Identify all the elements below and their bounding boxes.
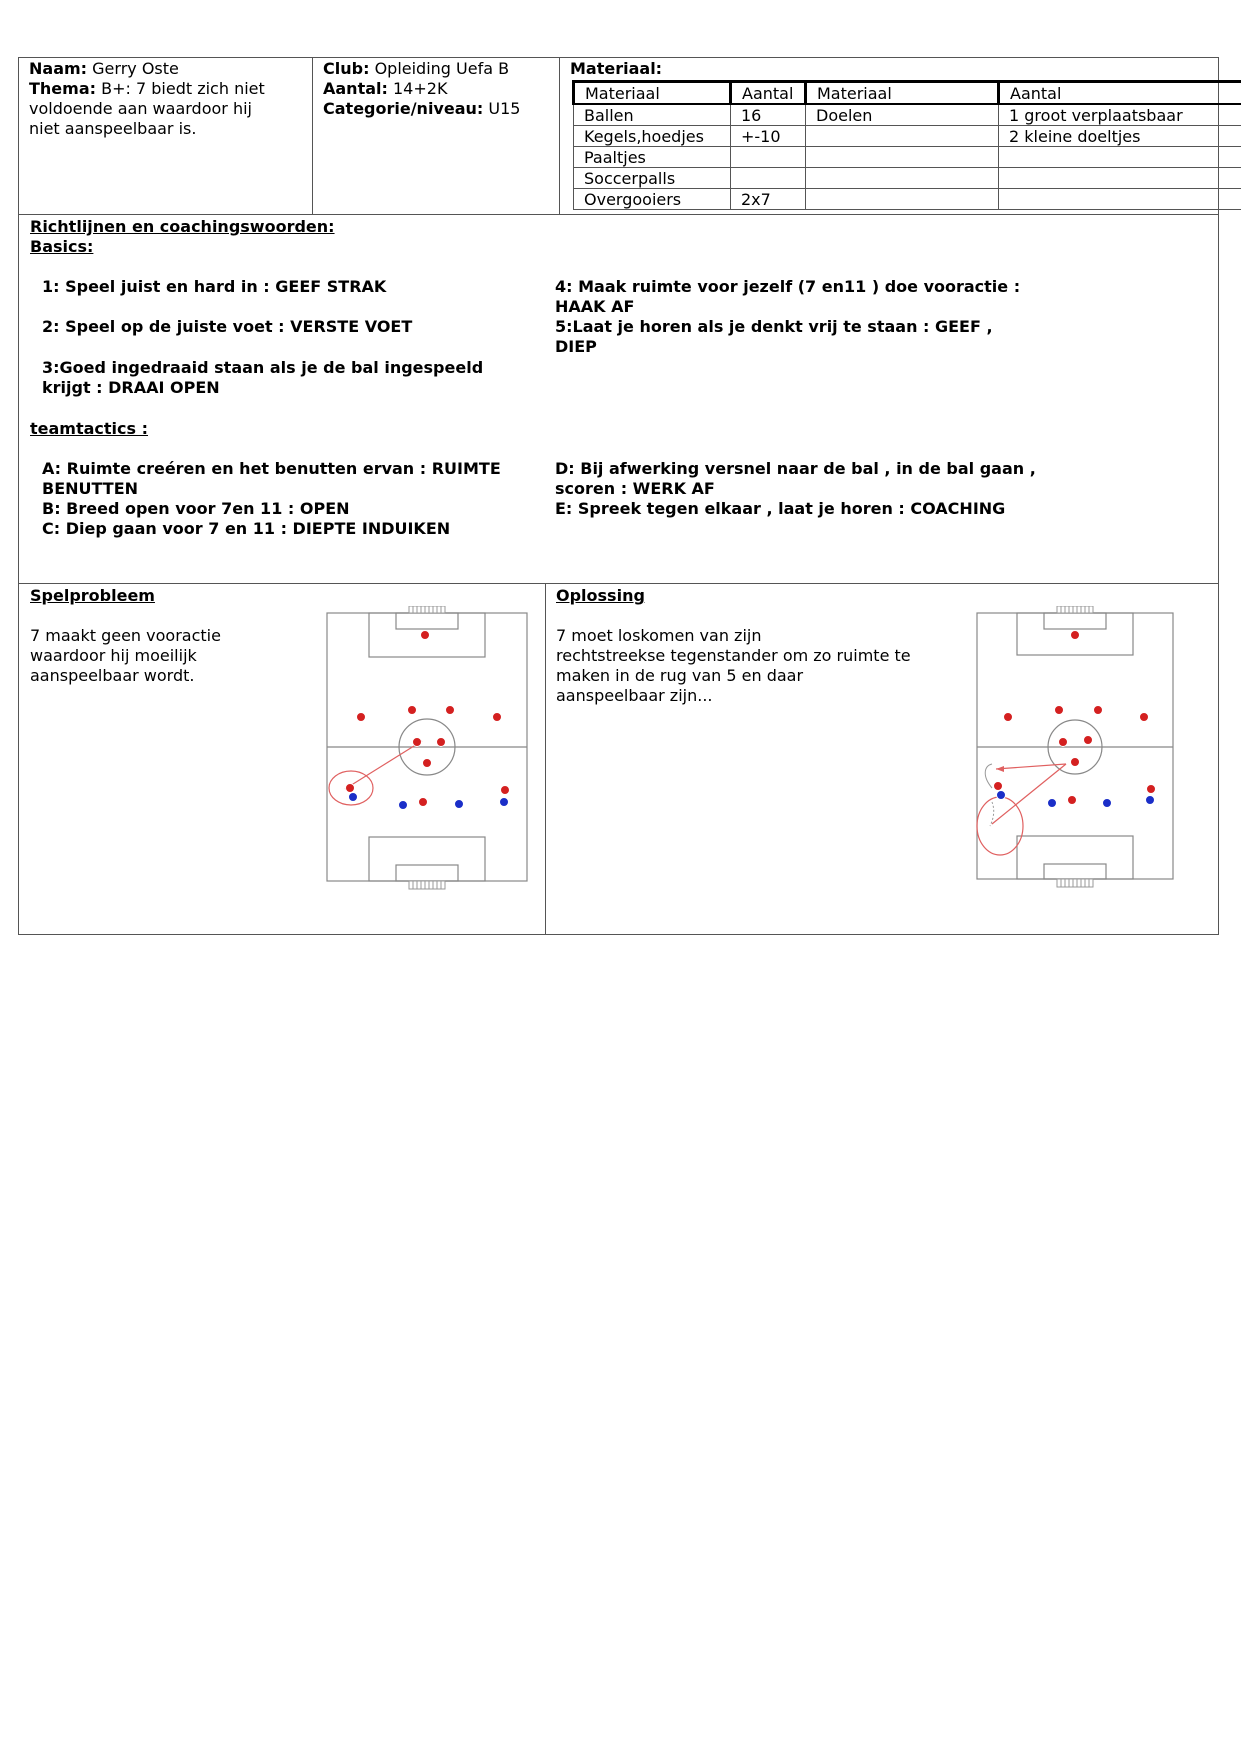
- thema-value-line3: niet aanspeelbaar is.: [29, 119, 197, 138]
- table-cell: 16: [731, 104, 806, 126]
- club-label: Club:: [323, 59, 370, 78]
- tactic-b: B: Breed open voor 7en 11 : OPEN: [42, 499, 350, 518]
- tactic-e: E: Spreek tegen elkaar , laat je horen : COACHING: [555, 499, 1006, 518]
- table-cell: Overgooiers: [574, 189, 731, 210]
- materials-table: [572, 80, 1241, 210]
- problem-block: [30, 586, 221, 686]
- run-path: [985, 764, 992, 788]
- table-cell: [806, 147, 999, 168]
- tactic-a-line2: BENUTTEN: [42, 479, 139, 498]
- table-cell: [806, 126, 999, 147]
- categorie-value: U15: [488, 99, 521, 118]
- materials-cell: [560, 58, 1218, 214]
- tactic-a-line1: A: Ruimte creéren en het benutten ervan : RUIMTE: [42, 459, 501, 478]
- basic-1: 1: Speel juist en hard in : GEEF STRAK: [42, 277, 387, 296]
- table-cell: [806, 168, 999, 189]
- problem-line3: aanspeelbaar wordt.: [30, 666, 195, 685]
- materials-col-header: Aantal: [999, 82, 1241, 105]
- basic-5-line1: 5:Laat je horen als je denkt vrij te staan : GEEF ,: [555, 317, 993, 336]
- table-row: [574, 168, 1241, 189]
- table-cell: 1 groot verplaatsbaar: [999, 104, 1241, 126]
- table-cell: Ballen: [574, 104, 731, 126]
- solution-pitch-diagram: [974, 606, 1180, 908]
- materials-col-header: Materiaal: [574, 82, 731, 105]
- table-cell: [999, 147, 1241, 168]
- basics-title: Basics:: [30, 237, 94, 256]
- solution-block: [556, 586, 911, 706]
- session-sheet: [18, 57, 1219, 935]
- table-cell: [806, 189, 999, 210]
- basic-3-line2: krijgt : DRAAI OPEN: [42, 378, 220, 397]
- header-row: [18, 57, 1219, 215]
- thema-value: B+: 7 biedt zich niet: [101, 79, 265, 98]
- guidelines-title: Richtlijnen en coachingswoorden:: [30, 217, 335, 236]
- club-cell: [313, 58, 560, 214]
- table-cell: Soccerpalls: [574, 168, 731, 189]
- pass-arrow: [345, 741, 422, 789]
- table-row: [574, 104, 1241, 126]
- table-cell: [731, 147, 806, 168]
- basic-5-line2: DIEP: [555, 337, 597, 356]
- tactic-c: C: Diep gaan voor 7 en 11 : DIEPTE INDUIKEN: [42, 519, 451, 538]
- solution-line1: 7 moet loskomen van zijn: [556, 626, 762, 645]
- table-cell: Paaltjes: [574, 147, 731, 168]
- solution-title: Oplossing: [556, 586, 645, 605]
- table-cell: [999, 189, 1241, 210]
- tactic-d-line2: scoren : WERK AF: [555, 479, 715, 498]
- table-row: [574, 189, 1241, 210]
- guidelines-section: [18, 215, 1219, 584]
- solution-line2: rechtstreekse tegenstander om zo ruimte te: [556, 646, 911, 665]
- solution-line3: maken in de rug van 5 en daar: [556, 666, 804, 685]
- problem-line1: 7 maakt geen vooractie: [30, 626, 221, 645]
- materials-col-header: Materiaal: [806, 82, 999, 105]
- aantal-label: Aantal:: [323, 79, 388, 98]
- table-cell: [731, 168, 806, 189]
- table-cell: +-10: [731, 126, 806, 147]
- materiaal-title: Materiaal:: [570, 59, 663, 78]
- naam-value: Gerry Oste: [92, 59, 179, 78]
- tactic-d-line1: D: Bij afwerking versnel naar de bal , in de bal gaan ,: [555, 459, 1036, 478]
- basic-4-line1: 4: Maak ruimte voor jezelf (7 en11 ) doe vooractie :: [555, 277, 1021, 296]
- basic-3-line1: 3:Goed ingedraaid staan als je de bal ingespeeld: [42, 358, 484, 377]
- aantal-value: 14+2K: [393, 79, 448, 98]
- thema-label: Thema:: [29, 79, 97, 98]
- teamtactics-title: teamtactics :: [30, 419, 149, 438]
- table-cell: 2x7: [731, 189, 806, 210]
- materials-col-header: Aantal: [731, 82, 806, 105]
- table-cell: Kegels,hoedjes: [574, 126, 731, 147]
- materials-header-row: [574, 82, 1241, 105]
- problem-line2: waardoor hij moeilijk: [30, 646, 197, 665]
- basic-2: 2: Speel op de juiste voet : VERSTE VOET: [42, 317, 413, 336]
- naam-label: Naam:: [29, 59, 88, 78]
- table-row: [574, 126, 1241, 147]
- name-theme-cell: [19, 58, 313, 214]
- table-cell: [999, 168, 1241, 189]
- table-cell: Doelen: [806, 104, 999, 126]
- column-divider: [545, 584, 546, 934]
- highlight-circle: [977, 797, 1023, 855]
- problem-pitch-diagram: [324, 606, 530, 908]
- categorie-label: Categorie/niveau:: [323, 99, 484, 118]
- table-row: [574, 147, 1241, 168]
- thema-value-line2: voldoende aan waardoor hij: [29, 99, 252, 118]
- problem-title: Spelprobleem: [30, 586, 155, 605]
- basic-4-line2: HAAK AF: [555, 297, 635, 316]
- problem-solution-section: [18, 584, 1219, 935]
- club-value: Opleiding Uefa B: [374, 59, 510, 78]
- solution-line4: aanspeelbaar zijn...: [556, 686, 713, 705]
- table-cell: 2 kleine doeltjes: [999, 126, 1241, 147]
